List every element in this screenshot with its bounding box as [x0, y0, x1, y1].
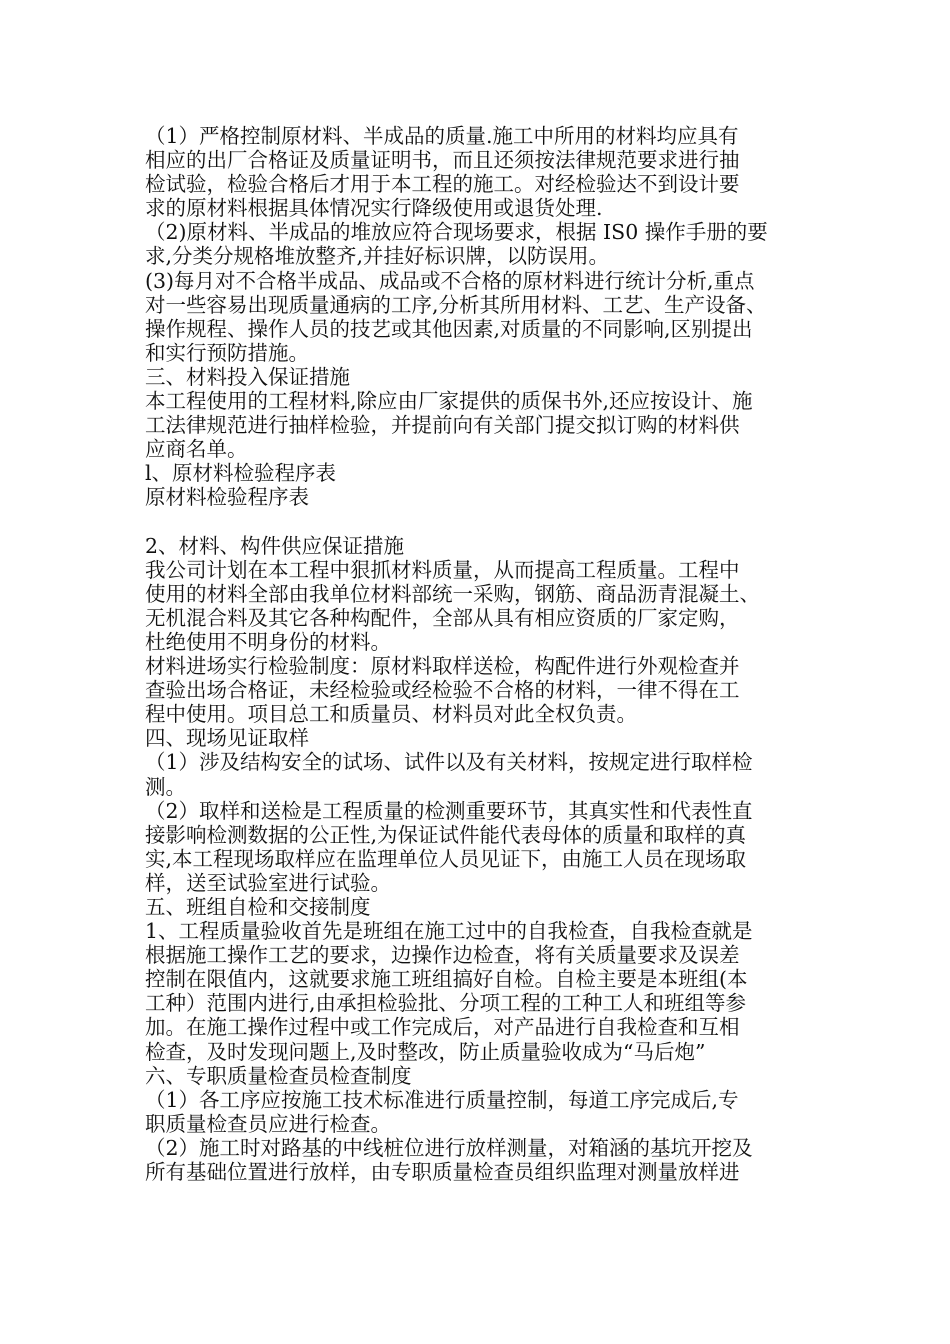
- text-line: 操作规程、操作人员的技艺或其他因素,对质量的不同影响,区别提出: [145, 316, 753, 341]
- text-line: 程中使用。项目总工和质量员、材料员对此全权负责。: [145, 702, 637, 727]
- section-heading: 三、材料投入保证措施: [145, 364, 350, 389]
- text-line: （1）各工序应按施工技术标准进行质量控制，每道工序完成后,专: [145, 1087, 739, 1112]
- text-line: 求的原材料根据具体情况实行降级使用或退货处理.: [145, 196, 603, 221]
- text-line: （2）取样和送检是工程质量的检测重要环节，其真实性和代表性直: [145, 798, 753, 823]
- text-line: （1）涉及结构安全的试场、试件以及有关材料，按规定进行取样检: [145, 750, 753, 775]
- text-line: 接影响检测数据的公正性,为保证试件能代表母体的质量和取样的真: [145, 822, 747, 847]
- subsection-heading: l、原材料检验程序表: [145, 461, 337, 486]
- text-line: 求,分类分规格堆放整齐,并挂好标识牌，以防误用。: [145, 244, 610, 269]
- text-line: 相应的出厂合格证及质量证明书，而且还须按法律规范要求进行抽: [145, 148, 740, 173]
- section-heading: 六、专职质量检查员检查制度: [145, 1063, 412, 1088]
- text-line: 加。在施工操作过程中或工作完成后，对产品进行自我检查和互相: [145, 1015, 740, 1040]
- text-line: 控制在限值内，这就要求施工班组搞好自检。自检主要是本班组(本: [145, 967, 748, 992]
- text-line: 无机混合料及其它各种构配件，全部从具有相应资质的厂家定购，: [145, 605, 740, 630]
- text-line: 查验出场合格证，未经检验或经检验不合格的材料，一律不得在工: [145, 678, 740, 703]
- text-line: 测。: [145, 774, 186, 799]
- text-line: 检试验，检验合格后才用于本工程的施工。对经检验达不到设计要: [145, 172, 740, 197]
- text-line: 工种）范围内进行,由承担检验批、分项工程的工种工人和班组等参: [145, 991, 747, 1016]
- section-heading: 五、班组自检和交接制度: [145, 895, 371, 919]
- text-line: 杜绝使用不明身份的材料。: [145, 629, 391, 654]
- blank-line: [145, 510, 810, 534]
- text-line: 实,本工程现场取样应在监理单位人员见证下，由施工人员在现场取: [145, 846, 747, 871]
- text-line: 检查，及时发现问题上,及时整改，防止质量验收成为“马后炮”: [145, 1039, 706, 1064]
- text-line: 1、工程质量验收首先是班组在施工过中的自我检查，自我检查就是: [145, 919, 753, 944]
- text-line: 工法律规范进行抽样检验，并提前向有关部门提交拟订购的材料供: [145, 413, 740, 438]
- text-line: 和实行预防措施。: [145, 340, 309, 365]
- text-line: （2）施工时对路基的中线桩位进行放样测量，对箱涵的基坑开挖及: [145, 1135, 753, 1160]
- text-line: （2)原材料、半成品的堆放应符合现场要求，根据 IS0 操作手册的要: [145, 220, 768, 245]
- text-line: 根据施工操作工艺的要求，边操作边检查，将有关质量要求及误差: [145, 943, 740, 968]
- document-body: [145, 124, 810, 1184]
- text-line: 材料进场实行检验制度：原材料取样送检，构配件进行外观检查并: [145, 654, 740, 679]
- text-line: 本工程使用的工程材料,除应由厂家提供的质保书外,还应按设计、施: [145, 389, 753, 414]
- text-line: （1）严格控制原材料、半成品的质量.施工中所用的材料均应具有: [145, 124, 739, 148]
- text-line: 应商名单。: [145, 437, 248, 462]
- text-line: 我公司计划在本工程中狠抓材料质量，从而提高工程质量。工程中: [145, 557, 740, 582]
- text-line: 对一些容易出现质量通病的工序,分析其所用材料、工艺、生产设备、: [145, 292, 767, 317]
- text-line: (3)每月对不合格半成品、成品或不合格的原材料进行统计分析,重点: [145, 268, 755, 293]
- text-line: 职质量检查员应进行检查。: [145, 1111, 391, 1136]
- table-caption: 原材料检验程序表: [145, 485, 309, 510]
- subsection-heading: 2、材料、构件供应保证措施: [145, 533, 405, 558]
- text-line: 使用的材料全部由我单位材料部统一采购，钢筋、商品沥青混凝土、: [145, 581, 760, 606]
- text-line: 所有基础位置进行放样，由专职质量检查员组织监理对测量放样进: [145, 1160, 740, 1185]
- section-heading: 四、现场见证取样: [145, 726, 309, 751]
- text-line: 样，送至试验室进行试验。: [145, 870, 391, 895]
